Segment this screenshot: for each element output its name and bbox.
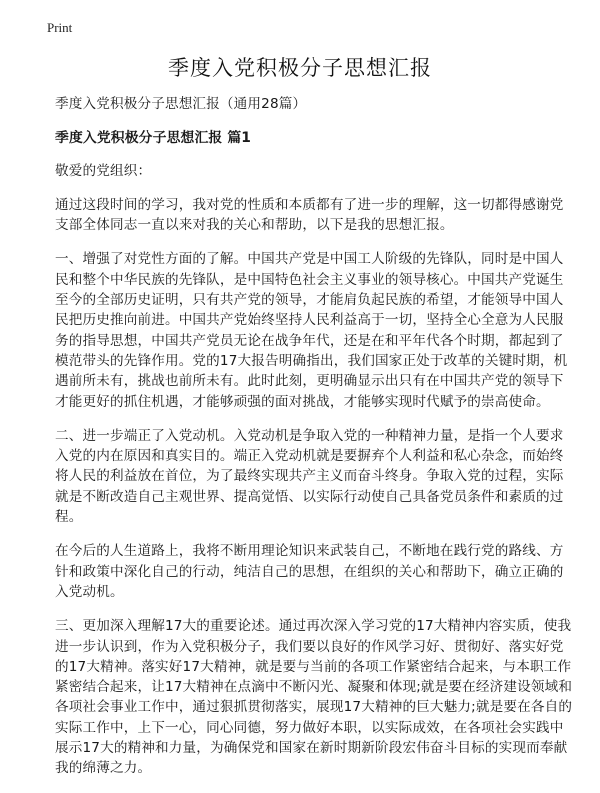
paragraph-2: 二、进一步端正了入党动机。入党动机是争取入党的一种精神力量，是指一个人要求入党的内在原因和真实目的。端正入党动机就是要摒弃个人利益和私心杂念，而始终将人民的利益放在首位，为了最终实现共产主义而奋斗终身。争取入党的过程，实际就是不断改造自己主观世界、提高觉悟、以实际行动使自己具备党员条件和素质的过程。 <box>55 427 564 526</box>
document-body <box>55 94 575 793</box>
document-subtitle: 季度入党积极分子思想汇报（通用28篇） <box>55 96 307 112</box>
salutation: 敬爱的党组织： <box>55 162 152 179</box>
paragraph-4: 三、更加深入理解17大的重要论述。通过再次深入学习党的17大精神内容实质，使我进一步认识到，作为入党积极分子，我们要以良好的作风学习好、贯彻好、落实好党的17大精神。落实好17大精神，就是要与当前的各项工作紧密结合起来，与本职工作紧密结合起来，让17大精神在点滴中不断闪光、凝聚和体现;就是要在经济建设领域和各项社会事业工作中，通过狠抓贯彻落实，展现17大精神的巨大魅力;就是要在各自的实际工作中，上下一心，同心同德，努力做好本职，以实际成效，在各项社会实践中展示17大的精神和力量，为确保党和国家在新时期新阶段宏伟奋斗目标的实现而奉献我的绵薄之力。 <box>55 618 573 777</box>
print-label: Print <box>47 20 73 35</box>
paragraph-1: 一、增强了对党性方面的了解。中国共产党是中国工人阶级的先锋队，同时是中国人民和整个中华民族的先锋队，是中国特色社会主义事业的领导核心。中国共产党诞生至今的全部历史证明，只有共产党的领导，才能肩负起民族的希望，才能领导中国人民把历史推向前进。中国共产党始终坚持人民利益高于一切，坚持全心全意为人民服务的指导思想，中国共产党员无论在战争年代，还是在和平年代各个时期，都起到了模范带头的先锋作用。党的17大报告明确指出，我们国家正处于改革的关键时期，机遇前所未有，挑战也前所未有。此时此刻，更明确显示出只有在中国共产党的领导下才能更好的抓住机遇，才能够顽强的面对挑战，才能够实现时代赋予的崇高使命。 <box>55 251 568 410</box>
paragraph-3: 在今后的人生道路上，我将不断用理论知识来武装自己，不断地在践行党的路线、方针和政策中深化自己的行动，纯洁自己的思想，在组织的关心和帮助下，确立正确的入党动机。 <box>55 543 564 600</box>
paragraph-intro: 通过这段时间的学习，我对党的性质和本质都有了进一步的理解，这一切都得感谢党支部全体同志一直以来对我的关心和帮助，以下是我的思想汇报。 <box>55 196 564 234</box>
document-title: 季度入党积极分子思想汇报 <box>168 56 432 80</box>
section-heading: 季度入党积极分子思想汇报 篇1 <box>55 130 252 147</box>
